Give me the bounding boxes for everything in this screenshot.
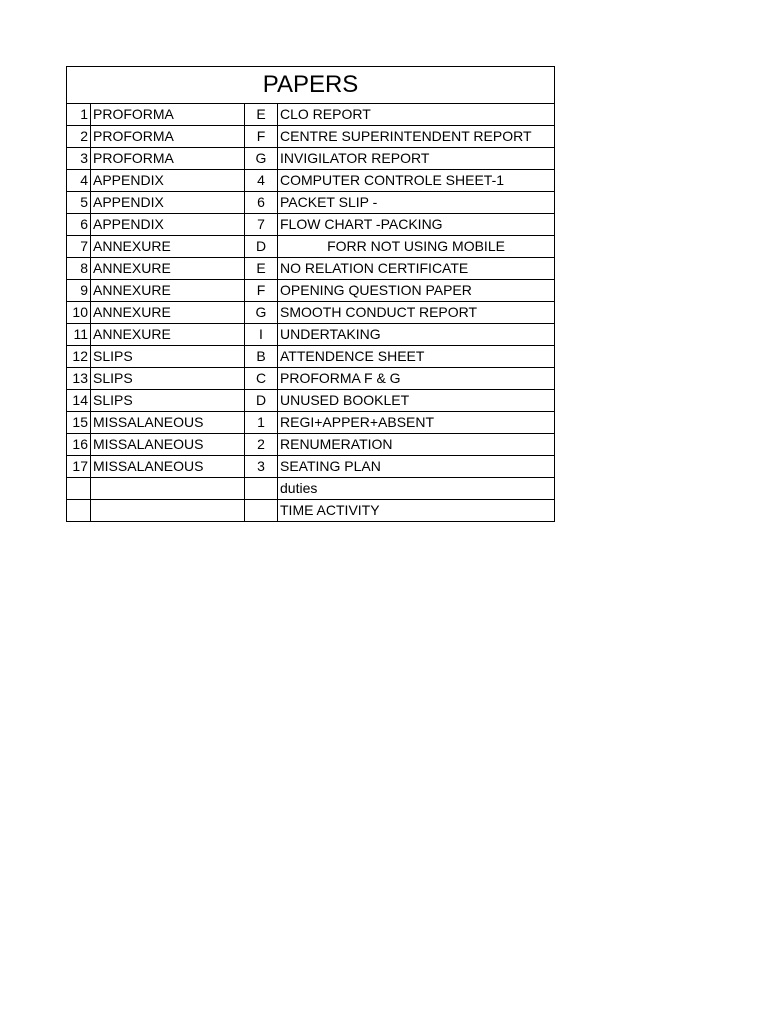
table-row — [67, 500, 555, 522]
row-number-cell: 16 — [67, 434, 91, 456]
table-row — [67, 346, 555, 368]
table-row — [67, 280, 555, 302]
code-cell: 4 — [245, 170, 278, 192]
row-number-cell: 12 — [67, 346, 91, 368]
table-row — [67, 368, 555, 390]
document-cell: UNDERTAKING — [278, 324, 555, 346]
category-cell: SLIPS — [91, 390, 245, 412]
code-cell: F — [245, 126, 278, 148]
document-cell: CLO REPORT — [278, 104, 555, 126]
document-cell: COMPUTER CONTROLE SHEET-1 — [278, 170, 555, 192]
code-cell: E — [245, 104, 278, 126]
table-row — [67, 324, 555, 346]
papers-table — [66, 66, 555, 522]
row-number-cell: 13 — [67, 368, 91, 390]
table-row — [67, 434, 555, 456]
category-cell: APPENDIX — [91, 214, 245, 236]
row-number-cell: 3 — [67, 148, 91, 170]
row-number-cell: 14 — [67, 390, 91, 412]
category-cell: MISSALANEOUS — [91, 456, 245, 478]
category-cell: SLIPS — [91, 368, 245, 390]
code-cell: C — [245, 368, 278, 390]
document-cell: REGI+APPER+ABSENT — [278, 412, 555, 434]
table-row — [67, 170, 555, 192]
document-cell: duties — [278, 478, 555, 500]
table-body — [67, 104, 555, 522]
code-cell — [245, 500, 278, 522]
row-number-cell: 1 — [67, 104, 91, 126]
document-cell: PROFORMA F & G — [278, 368, 555, 390]
category-cell: APPENDIX — [91, 192, 245, 214]
row-number-cell: 11 — [67, 324, 91, 346]
row-number-cell: 6 — [67, 214, 91, 236]
table-row — [67, 302, 555, 324]
code-cell: D — [245, 236, 278, 258]
document-cell: INVIGILATOR REPORT — [278, 148, 555, 170]
code-cell: 7 — [245, 214, 278, 236]
table-row — [67, 258, 555, 280]
category-cell: ANNEXURE — [91, 280, 245, 302]
row-number-cell: 10 — [67, 302, 91, 324]
table-row — [67, 456, 555, 478]
row-number-cell: 5 — [67, 192, 91, 214]
row-number-cell: 2 — [67, 126, 91, 148]
category-cell: APPENDIX — [91, 170, 245, 192]
table-row — [67, 412, 555, 434]
table-row — [67, 390, 555, 412]
category-cell: MISSALANEOUS — [91, 434, 245, 456]
category-cell: ANNEXURE — [91, 302, 245, 324]
document-cell: ATTENDENCE SHEET — [278, 346, 555, 368]
code-cell — [245, 478, 278, 500]
category-cell: ANNEXURE — [91, 258, 245, 280]
category-cell: PROFORMA — [91, 126, 245, 148]
document-cell: FLOW CHART -PACKING — [278, 214, 555, 236]
table-row — [67, 236, 555, 258]
category-cell: SLIPS — [91, 346, 245, 368]
code-cell: 2 — [245, 434, 278, 456]
document-cell: RENUMERATION — [278, 434, 555, 456]
code-cell: G — [245, 302, 278, 324]
row-number-cell: 17 — [67, 456, 91, 478]
document-cell: SMOOTH CONDUCT REPORT — [278, 302, 555, 324]
code-cell: 1 — [245, 412, 278, 434]
table-row — [67, 214, 555, 236]
table-title: PAPERS — [67, 67, 555, 104]
code-cell: E — [245, 258, 278, 280]
document-cell: TIME ACTIVITY — [278, 500, 555, 522]
row-number-cell: 7 — [67, 236, 91, 258]
code-cell: G — [245, 148, 278, 170]
category-cell: PROFORMA — [91, 148, 245, 170]
document-cell: UNUSED BOOKLET — [278, 390, 555, 412]
title-row — [67, 67, 555, 104]
category-cell — [91, 478, 245, 500]
code-cell: 6 — [245, 192, 278, 214]
document-cell: SEATING PLAN — [278, 456, 555, 478]
document-cell: FORR NOT USING MOBILE — [278, 236, 555, 258]
code-cell: 3 — [245, 456, 278, 478]
row-number-cell — [67, 478, 91, 500]
row-number-cell: 8 — [67, 258, 91, 280]
code-cell: I — [245, 324, 278, 346]
category-cell: ANNEXURE — [91, 236, 245, 258]
document-cell: PACKET SLIP - — [278, 192, 555, 214]
row-number-cell: 9 — [67, 280, 91, 302]
table-row — [67, 104, 555, 126]
document-cell: NO RELATION CERTIFICATE — [278, 258, 555, 280]
table-row — [67, 126, 555, 148]
table-row — [67, 148, 555, 170]
category-cell: PROFORMA — [91, 104, 245, 126]
code-cell: B — [245, 346, 278, 368]
table-row — [67, 478, 555, 500]
code-cell: F — [245, 280, 278, 302]
table-row — [67, 192, 555, 214]
category-cell — [91, 500, 245, 522]
row-number-cell — [67, 500, 91, 522]
category-cell: ANNEXURE — [91, 324, 245, 346]
row-number-cell: 4 — [67, 170, 91, 192]
category-cell: MISSALANEOUS — [91, 412, 245, 434]
document-cell: OPENING QUESTION PAPER — [278, 280, 555, 302]
row-number-cell: 15 — [67, 412, 91, 434]
document-cell: CENTRE SUPERINTENDENT REPORT — [278, 126, 555, 148]
code-cell: D — [245, 390, 278, 412]
